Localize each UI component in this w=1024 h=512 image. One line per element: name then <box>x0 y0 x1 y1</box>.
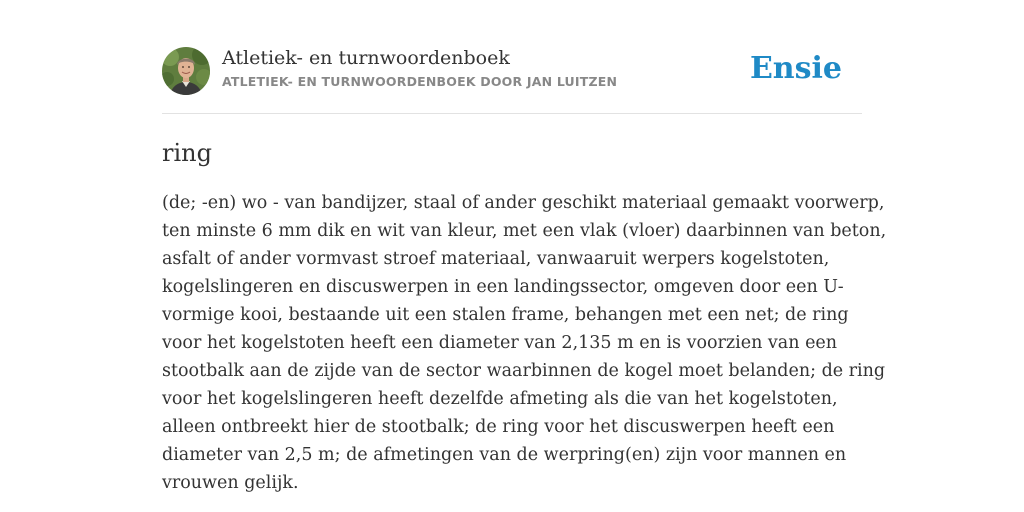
entry-definition <box>162 189 887 497</box>
definition-line: voor het kogelstoten heeft een diameter van 2,135 m en is voorzien van een <box>162 333 838 353</box>
definition-line: vormige kooi, bestaande uit een stalen frame, behangen met een net; de ring <box>162 305 849 325</box>
definition-line: ten minste 6 mm dik en wit van kleur, met een vlak (vloer) daarbinnen van beton, <box>162 221 887 241</box>
definition-line: kogelslingeren en discuswerpen in een landingssector, omgeven door een U- <box>162 277 844 297</box>
definition-line: vrouwen gelijk. <box>162 473 299 493</box>
header <box>162 46 862 96</box>
definition-line: stootbalk aan de zijde van de sector waarbinnen de kogel moet belanden; de ring <box>162 361 886 381</box>
avatar-image <box>162 47 210 95</box>
definition-line: asfalt of ander vormvast stroef materiaal, vanwaaruit werpers kogelstoten, <box>162 249 830 269</box>
definition-line: diameter van 2,5 m; de afmetingen van de werpring(en) zijn voor mannen en <box>162 445 847 465</box>
dictionary-title[interactable]: Atletiek- en turnwoordenboek <box>222 47 510 69</box>
author-avatar[interactable] <box>162 47 210 95</box>
definition-line: voor het kogelslingeren heeft dezelfde afmeting als die van het kogelstoten, <box>162 389 838 409</box>
entry-term: ring <box>162 139 212 167</box>
dictionary-subtitle[interactable]: ATLETIEK- EN TURNWOORDENBOEK DOOR JAN LUITZEN <box>222 74 618 89</box>
header-divider <box>162 113 862 114</box>
definition-line: (de; -en) wo - van bandijzer, staal of ander geschikt materiaal gemaakt voorwerp, <box>162 193 885 213</box>
ensie-logo[interactable]: Ensie <box>749 51 842 86</box>
definition-line: alleen ontbreekt hier de stootbalk; de ring voor het discuswerpen heeft een <box>162 417 835 437</box>
